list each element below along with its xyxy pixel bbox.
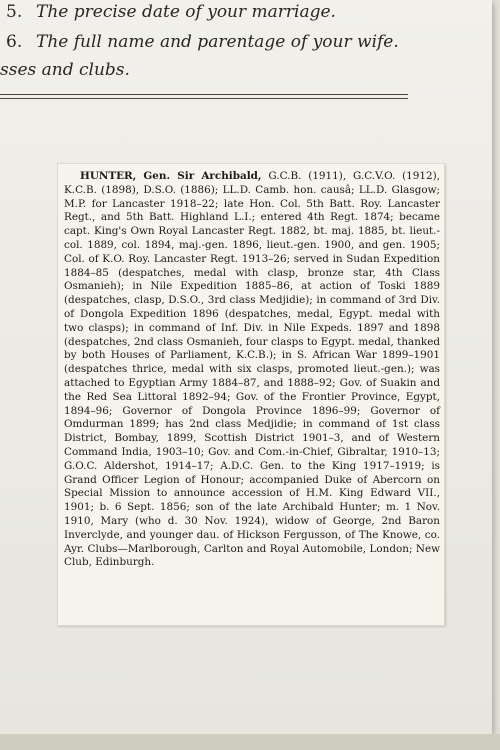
clipping-name: HUNTER, Gen. Sir Archibald,: [80, 170, 262, 182]
question-7: [0, 60, 130, 80]
clipping-body: G.C.B. (1911), G.C.V.O. (1912), K.C.B. (1898), D.S.O. (1886); LL.D. Camb. hon. causâ; LL.D. Glasgow; M.P. for Lancaster 1918–22; late Hon. Col. 5th Batt. Roy. Lancaster Regt., and 5th Batt. Highland L.I.; entered 4th Regt. 1874; became capt. King's Own Royal Lancaster Regt. 1882, bt. maj. 1885, bt. lieut.-col. 1889, col. 1894, maj.-gen. 1896, lieut.-gen. 1900, and gen. 1905; Col. of K.O. Roy. Lancaster Regt. 1913–26; served in Sudan Expedition 1884–85 (despatches, medal with clasp, bronze star, 4th Class Osmanieh); in Nile Expedition 1885–86, at action of Toski 1889 (despatches, clasp, D.S.O., 3rd class Medjidie); in command of 3rd Div. of Dongola Expedition 1896 (despatches, medal, Egypt. medal with two clasps); in command of Inf. Div. in Nile Expeds. 1897 and 1898 (despatches, 2nd class Osmanieh, four clasps to Egypt. medal, thanked by both Houses of Parliament, K.C.B.); in S. African War 1899–1901 (despatches thrice, medal with six clasps, promoted lieut.-gen.); was attached to Egyptian Army 1884–87, and 1888–92; Gov. of Suakin and the Red Sea Littoral 1892–94; Gov. of the Frontier Province, Egypt, 1894–96; Governor of Dongola Province 1896–99; Governor of Omdurman 1899; has 2nd class Medjidie; in command of 1st class District, Bombay, 1899, Scottish District 1901–3, and of Western Command India, 1903–10; Gov. and Com.-in-Chief, Gibraltar, 1910–13; G.O.C. Aldershot, 1914–17; A.D.C. Gen. to the King 1917–1919; is Grand Officer Legion of Honour; accompanied Duke of Abercorn on Special Mission to announce accession of H.M. King Edward VII., 1901; b. 6 Sept. 1856; son of the late Archibald Hunter; m. 1 Nov. 1910, Mary (who d. 30 Nov. 1924), widow of George, 2nd Baron Inverclyde, and younger dau. of Hickson Fergusson, of The Knowe, co. Ayr. Clubs—Marlborough, Carlton and Royal Automobile, London; New Club, Edinburgh.: [64, 170, 440, 569]
question-6-text: The full name and parentage of your wife.: [36, 32, 399, 52]
divider-rule: [0, 94, 408, 95]
question-5-text: The precise date of your marriage.: [36, 2, 336, 22]
question-5-number: 5.: [6, 2, 23, 22]
newspaper-clipping: [57, 163, 445, 626]
question-6-number: 6.: [6, 32, 23, 52]
divider-rule: [0, 98, 408, 99]
table-surface: [0, 734, 500, 750]
question-6: [6, 32, 399, 52]
question-7-text: sses and clubs.: [0, 60, 130, 80]
question-5: [6, 2, 336, 22]
clipping-entry: [64, 170, 440, 570]
